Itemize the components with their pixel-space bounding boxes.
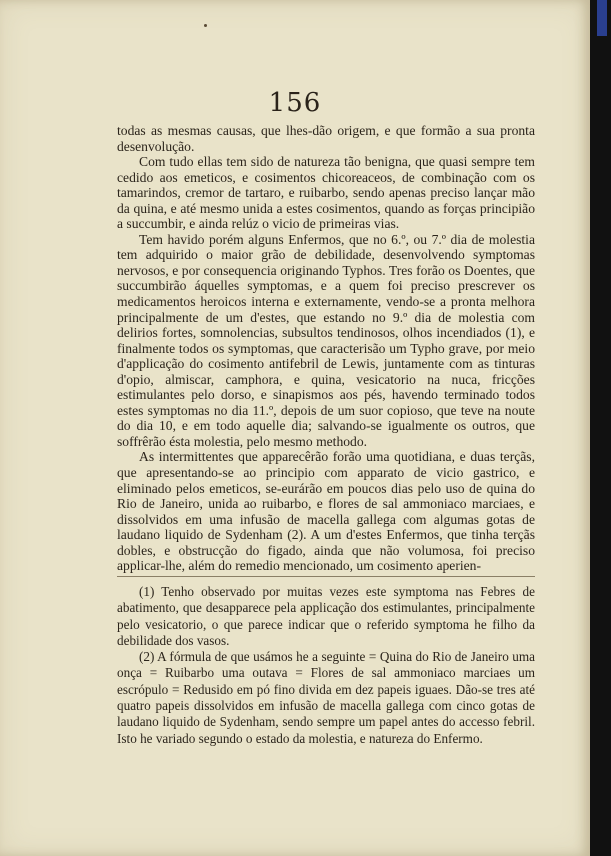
paragraph-1: todas as mesmas causas, que lhes-dão origem, e que formão a sua pronta desenvolução. <box>117 123 535 154</box>
ink-speck <box>204 24 207 27</box>
paragraph-2: Com tudo ellas tem sido de natureza tão benigna, que quasi sempre tem cedido aos emeticos, e cosimentos chicoreaceos, de combinação com os tamarindos, cremor de tartaro, e ruibarbo, sendo apenas preciso lançar mão da quina, e até mesmo unida a estes cosimentos, quando as forças principião a succumbir, e ainda relúz o vicio de primeiras vias. <box>117 154 535 232</box>
footnotes <box>117 584 535 747</box>
page-number: 156 <box>268 88 322 118</box>
paragraph-3: Tem havido porém alguns Enfermos, que no 6.º, ou 7.º dia de molestia tem adquirido o maior grão de debilidade, desenvolvendo symptomas nervosos, e por consequencia originando Typhos. Tres forão os Doentes, que succumbirão áquelles symptomas, e a quem foi preciso prescrever os medicamentos heroicos interna e externamente, vendo-se a pronta melhora principalmente de um d'estes, que estando no 9.º dia de molestia com delirios fortes, somnolencias, subsultos tendinosos, olhos incendiados (1), e finalmente todos os symptomas, que caracterisão um Typho grave, por meio d'applicação do cosimento antifebril de Lewis, juntamente com as tinturas d'opio, almiscar, camphora, e quina, vesicatorio na nuca, fricções estimulantes pelo dorso, e sinapismos aos pés, havendo terminado todos estes symptomas no dia 11.º, depois de um suor copioso, que teve na noute do dia 10, e em todo aquelle dia; salvando-se igualmente os outros, que soffrêrão ésta molestia, pelo mesmo methodo. <box>117 231 535 449</box>
paragraph-4: As intermittentes que apparecêrão forão uma quotidiana, e duas terçãs, que apresentando-se ao principio com apparato de vicio gastrico, e eliminado pelos emeticos, se-eurárão em poucos dias pelo uso de quina do Rio de Janeiro, unida ao ruibarbo, e flores de sal ammoniaco marciaes, e dissolvidos em uma infusão de macella gallega com algumas gotas de laudano liquido de Sydenham (2). A um d'estes Enfermos, que tinha terçãs dobles, e obstrucção do figado, ainda que não volumosa, foi preciso applicar-lhe, além do remedio mencionado, um cosimento aperien- <box>117 449 535 574</box>
scan-edge <box>590 0 611 856</box>
footnote-divider <box>117 576 535 577</box>
main-text <box>117 123 535 574</box>
footnote-1: (1) Tenho observado por muitas vezes este symptoma nas Febres de abatimento, que desapparece pela applicação dos estimulantes, principalmente pelo vesicatorio, o que parece indicar que o referido symptoma he filho da debilidade dos vasos. <box>117 584 535 648</box>
bookmark-tab <box>597 0 607 36</box>
footnote-2: (2) A fórmula de que usámos he a seguinte = Quina do Rio de Janeiro uma onça = Ruibarbo uma outava = Flores de sal ammoniaco marciaes um escrópulo = Redusido em pó fino divida em dez papeis iguaes. Dão-se tres até quatro papeis dissolvidos em infusão de macella gallega com cinco gotas de laudano liquido de Sydenham, sendo sempre um papel antes do accesso febril. Isto he variado segundo o estado da molestia, e natureza do Enfermo. <box>117 649 535 746</box>
